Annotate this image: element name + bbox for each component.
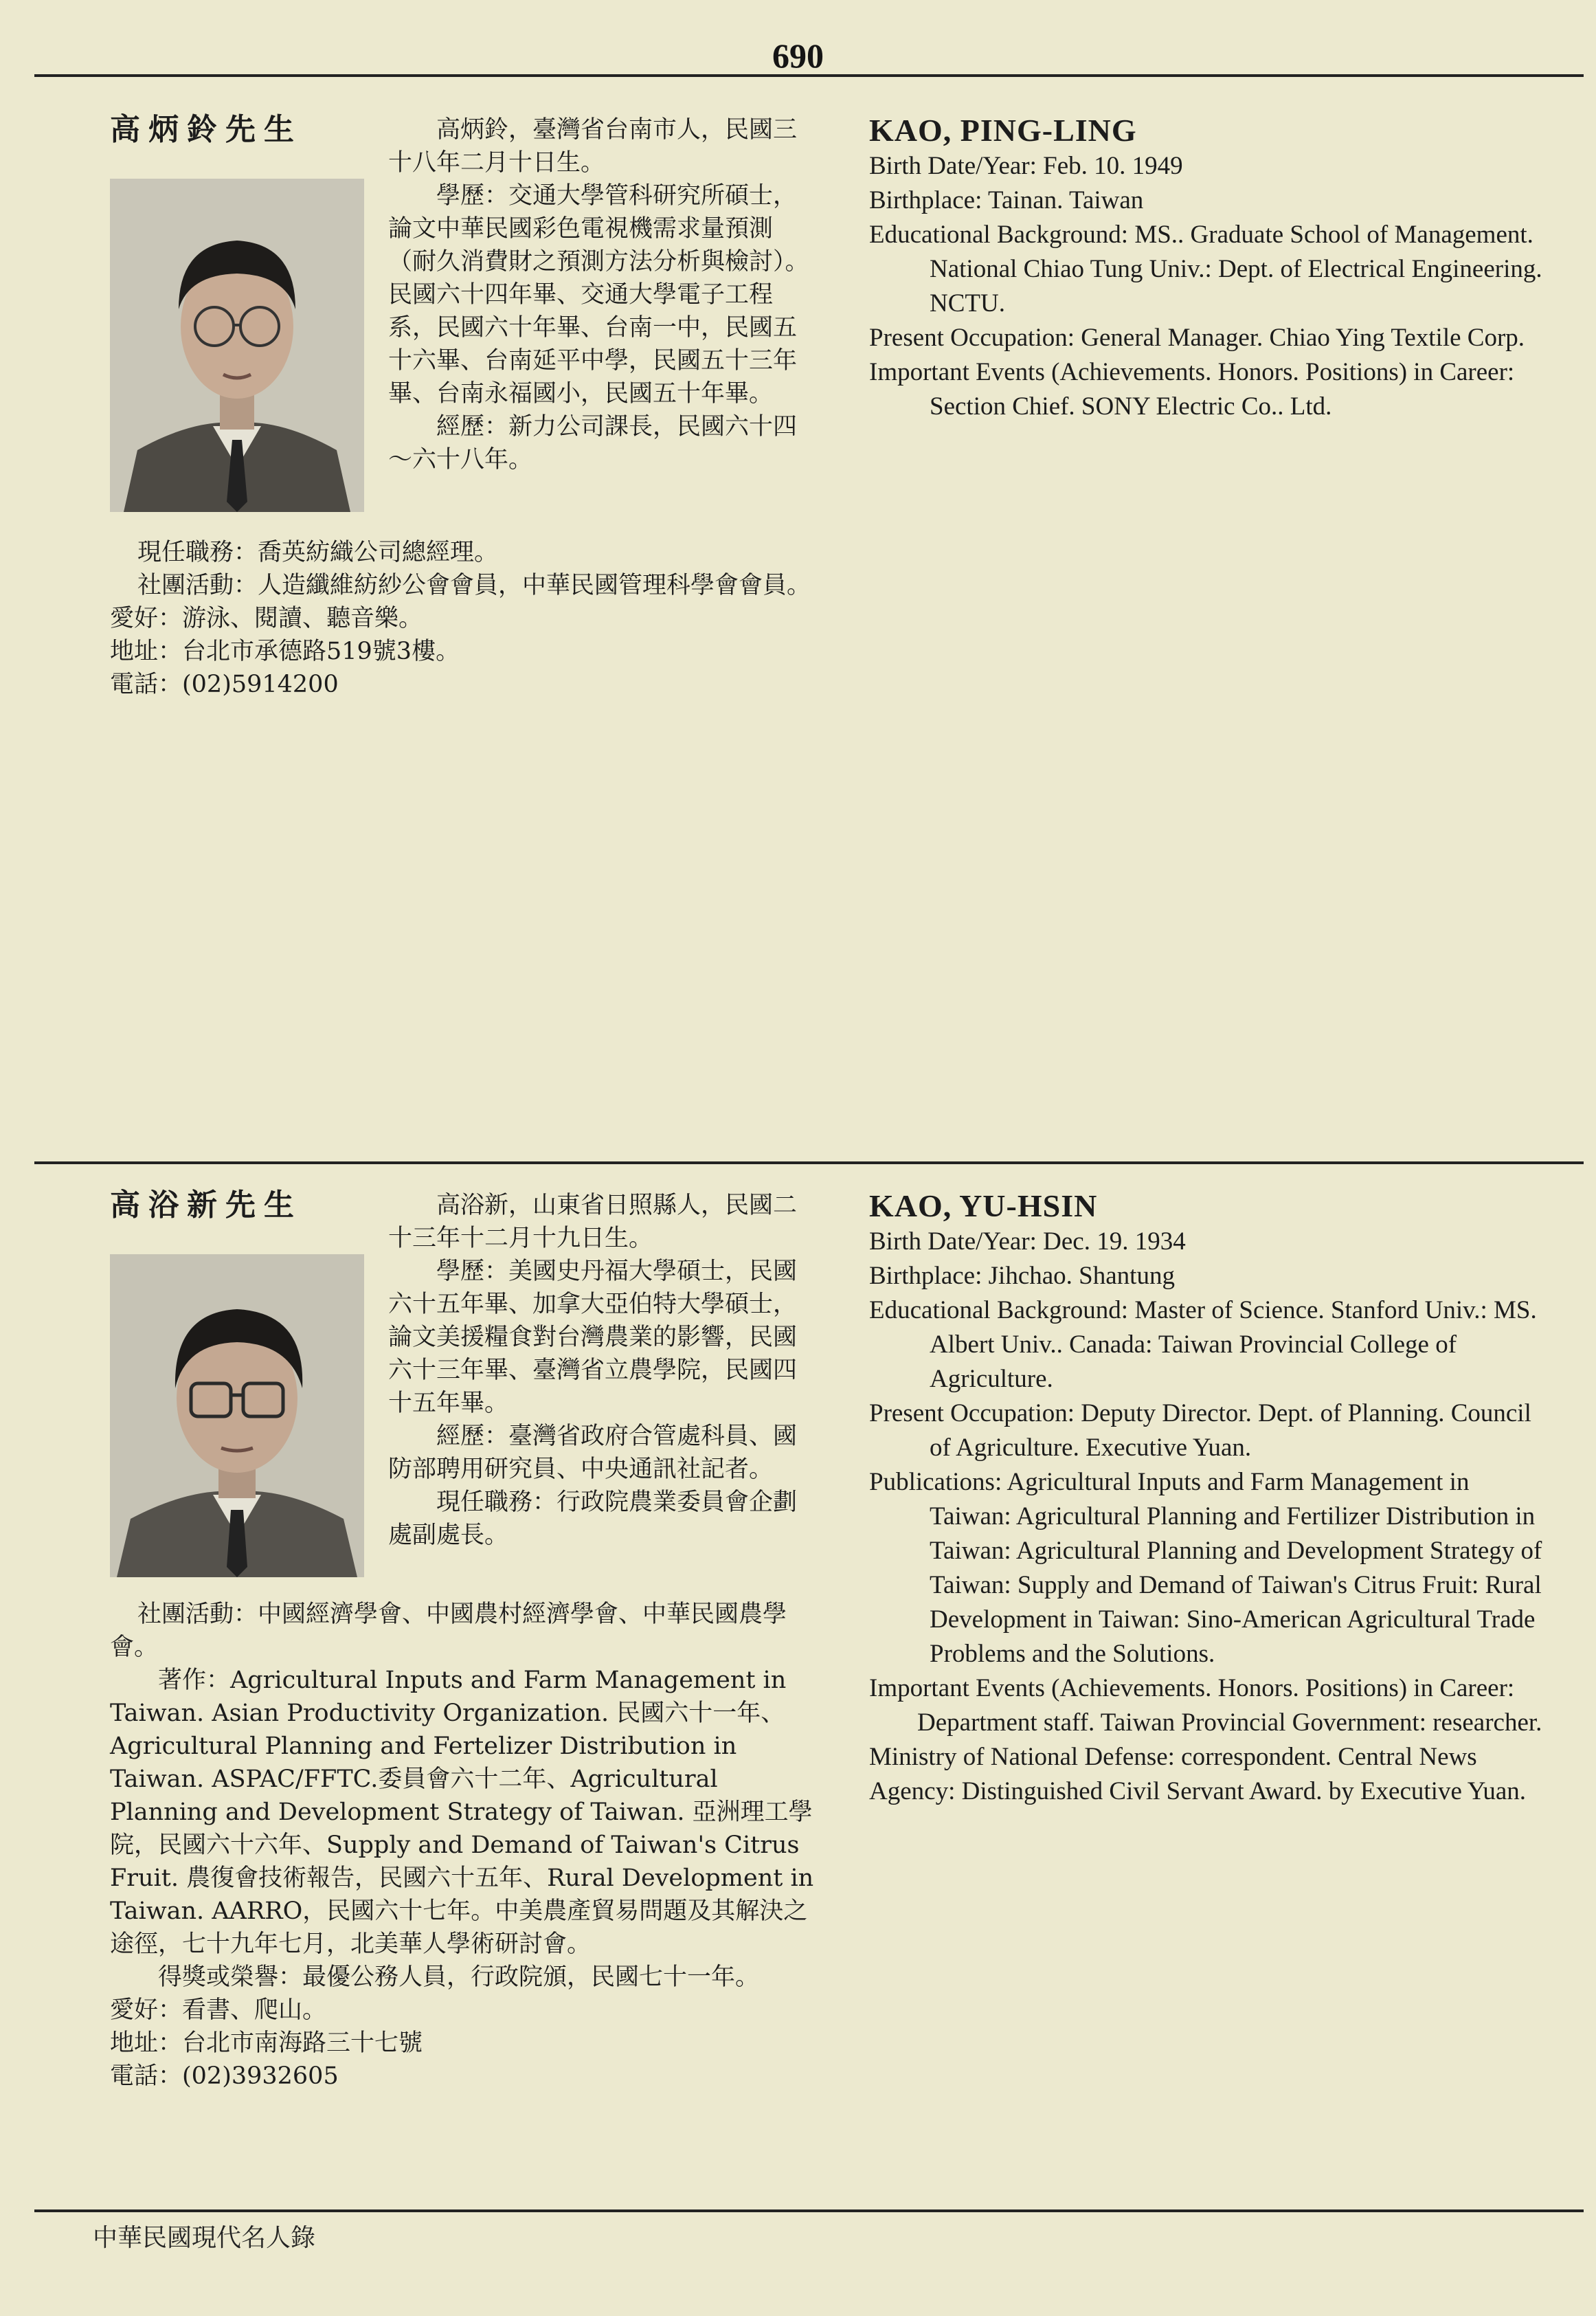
cn-detail-line: 社團活動：中國經濟學會、中國農村經濟學會、中華民國農學會。	[110, 1601, 787, 1661]
en-education: Educational Background: Master of Science. Stanford Univ.: MS. Albert Univ.. Canada: Taiwan Provincial College of Agriculture.	[869, 1296, 1537, 1393]
middle-rule	[34, 1161, 1584, 1164]
english-column	[869, 113, 1556, 424]
cn-detail-line: 社團活動：人造纖維紡紗公會會員，中華民國管理科學會會員。	[137, 572, 811, 599]
cn-intro	[388, 113, 811, 476]
cn-details	[110, 536, 811, 701]
en-name: KAO, YU-HSIN	[869, 1188, 1098, 1223]
en-events: Department staff. Taiwan Provincial Government: researcher. Ministry of National Defense: correspondent. Central News Agency: Distinguished Civil Servant Award. by Executive Yuan.	[869, 1708, 1542, 1805]
cn-intro-paragraph: 經歷：臺灣省政府合管處科員、國防部聘用研究員、中央通訊社記者。	[388, 1423, 798, 1483]
cn-detail-line: 電話：(02)5914200	[110, 671, 339, 698]
en-name: KAO, PING-LING	[869, 113, 1137, 148]
bottom-rule	[34, 2209, 1584, 2212]
cn-detail-line: 愛好：看書、爬山。	[110, 1996, 327, 2024]
en-birthplace: Birthplace: Jihchao. Shantung	[869, 1262, 1175, 1290]
cn-intro-paragraph: 經歷：新力公司課長，民國六十四～六十八年。	[388, 413, 798, 474]
en-birth: Birth Date/Year: Dec. 19. 1934	[869, 1227, 1186, 1256]
cn-detail-line: 得獎或榮譽：最優公務人員，行政院頒，民國七十一年。	[158, 1963, 760, 1991]
cn-intro-paragraph: 學歷：交通大學管科研究所碩士，論文中華民國彩色電視機需求量預測（耐久消費財之預測方法分析與檢討）。民國六十四年畢、交通大學電子工程系，民國六十年畢、台南一中，民國五十六畢、台南延平中學，民國五十三年畢、台南永福國小，民國五十年畢。	[388, 182, 809, 408]
top-rule	[34, 74, 1584, 77]
cn-detail-line: 現任職務：喬英紡織公司總經理。	[137, 539, 499, 566]
en-events-heading: Important Events (Achievements. Honors. Positions) in Career:	[869, 358, 1515, 386]
en-events-heading: Important Events (Achievements. Honors. Positions) in Career:	[869, 1674, 1515, 1702]
cn-name: 高浴新先生	[110, 1188, 302, 1223]
cn-intro-paragraph: 學歷：美國史丹福大學碩士，民國六十五年畢、加拿大亞伯特大學碩士，論文美援糧食對台灣農業的影響，民國六十三年畢、臺灣省立農學院，民國四十五年畢。	[388, 1258, 798, 1417]
en-publications: Publications: Agricultural Inputs and Farm Management in Taiwan: Agricultural Planning and Fertilizer Distribution in Taiwan: Agricultural Planning and Development Strategy of Taiwan: Supply and Demand of Taiwan's Citrus Fruit: Rural Development in Taiwan: Sino-American Agricultural Trade Problems and the Solutions.	[869, 1468, 1542, 1668]
cn-name: 高炳鈴先生	[110, 112, 302, 147]
cn-intro-paragraph: 現任職務：行政院農業委員會企劃處副處長。	[388, 1489, 798, 1549]
cn-intro-paragraph: 高炳鈴，臺灣省台南市人，民國三十八年二月十日生。	[388, 116, 798, 177]
book-title-footer: 中華民國現代名人錄	[93, 2224, 316, 2252]
cn-detail-line: 地址：台北市承德路519號3樓。	[110, 638, 460, 665]
en-events: Section Chief. SONY Electric Co.. Ltd.	[930, 392, 1332, 421]
cn-detail-line: 地址：台北市南海路三十七號	[110, 2029, 423, 2057]
en-birth: Birth Date/Year: Feb. 10. 1949	[869, 152, 1183, 180]
en-occupation: Present Occupation: Deputy Director. Dept. of Planning. Council of Agriculture. Executive Yuan.	[869, 1399, 1531, 1462]
portrait-photo	[110, 1254, 364, 1577]
cn-intro	[388, 1189, 811, 1552]
en-occupation: Present Occupation: General Manager. Chiao Ying Textile Corp.	[869, 324, 1525, 352]
portrait-photo	[110, 179, 364, 512]
english-column	[869, 1189, 1556, 1809]
en-education: Educational Background: MS.. Graduate School of Management. National Chiao Tung Univ.: Dept. of Electrical Engineering. NCTU.	[869, 221, 1542, 318]
cn-details	[110, 1598, 814, 2093]
page-number: 690	[772, 36, 824, 75]
cn-publications: 著作：Agricultural Inputs and Farm Management in Taiwan. Asian Productivity Organization. 民國六十一年、Agricultural Planning and Fertelizer Distribution in Taiwan. ASPAC/FFTC.委員會六十二年、Agricultural Planning and Development Strategy of Taiwan. 亞洲理工學院，民國六十六年、Supply and Demand of Taiwan's Citrus Fruit. 農復會技術報告，民國六十五年、Rural Development in Taiwan. AARRO，民國六十七年。中美農產貿易問題及其解決之途徑，七十九年七月，北美華人學術研討會。	[110, 1667, 814, 1958]
cn-detail-line: 電話：(02)3932605	[110, 2062, 339, 2090]
cn-detail-line: 愛好：游泳、閱讀、聽音樂。	[110, 605, 423, 632]
en-birthplace: Birthplace: Tainan. Taiwan	[869, 186, 1144, 214]
cn-intro-paragraph: 高浴新，山東省日照縣人，民國二十三年十二月十九日生。	[388, 1192, 798, 1252]
